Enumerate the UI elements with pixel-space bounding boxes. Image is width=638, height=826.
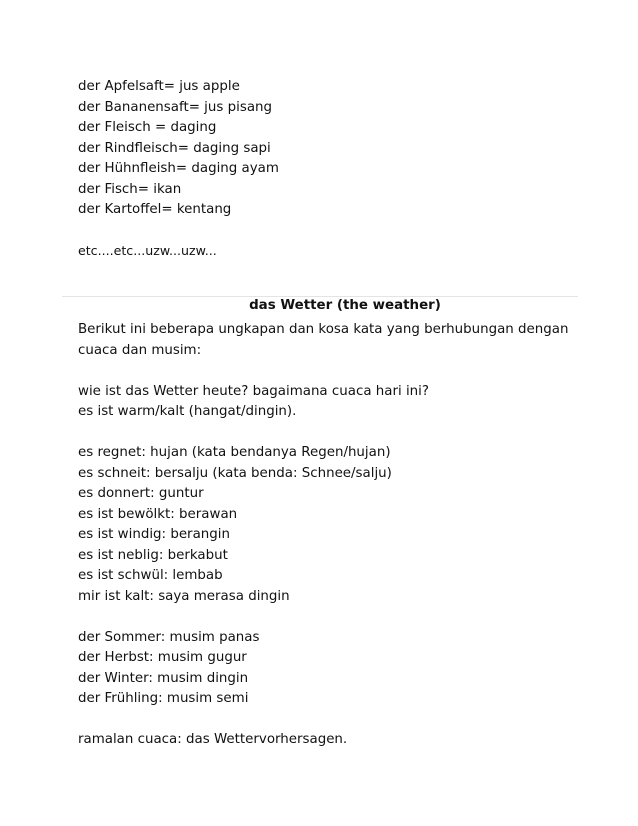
weather-term: es donnert: guntur (78, 486, 204, 501)
season-line: der Frühling: musim semi (78, 691, 249, 706)
weather-term: es ist neblig: berkabut (78, 547, 228, 563)
weather-section (78, 320, 578, 751)
weather-term: es ist windig: berangin (78, 527, 230, 542)
etc-line: etc....etc...uzw...uzw... (78, 243, 217, 258)
spacer (78, 607, 578, 628)
weather-term: es regnet: hujan (kata bendanya Regen/hujan) (78, 445, 391, 460)
intro-line: cuaca dan musim: (78, 342, 202, 358)
weather-term: mir ist kalt: saya merasa dingin (78, 588, 290, 604)
vocab-line: der Fleisch = daging (78, 120, 217, 135)
weather-heading-text: das Wetter (the weather) (249, 298, 441, 313)
season-line: der Winter: musim dingin (78, 670, 249, 686)
vocab-line: der Rindfleisch= daging sapi (78, 140, 271, 156)
vocab-line: der Kartoffel= kentang (78, 202, 232, 217)
vocab-line: der Bananensaft= jus pisang (78, 99, 273, 115)
weather-term: es ist bewölkt: berawan (78, 506, 238, 522)
weather-heading (0, 296, 638, 316)
weather-term: es ist schwül: lembab (78, 568, 223, 583)
spacer (78, 423, 578, 444)
season-line: der Sommer: musim panas (78, 629, 260, 645)
vocab-line: der Apfelsaft= jus apple (78, 79, 240, 94)
intro-line: Berikut ini beberapa ungkapan dan kosa kata yang berhubungan dengan (78, 322, 569, 337)
vocab-line: der Hühnfleish= daging ayam (78, 161, 279, 176)
spacer (78, 361, 578, 382)
spacer (78, 221, 578, 242)
question-line: wie ist das Wetter heute? bagaimana cuaca hari ini? (78, 383, 429, 399)
vocab-section (78, 77, 578, 262)
forecast-line: ramalan cuaca: das Wettervorhersagen. (78, 732, 348, 747)
vocab-line: der Fisch= ikan (78, 181, 182, 197)
question-line: es ist warm/kalt (hangat/dingin). (78, 404, 297, 419)
weather-term: es schneit: bersalju (kata benda: Schnee/salju) (78, 465, 392, 481)
spacer (78, 710, 578, 731)
season-line: der Herbst: musim gugur (78, 650, 247, 665)
